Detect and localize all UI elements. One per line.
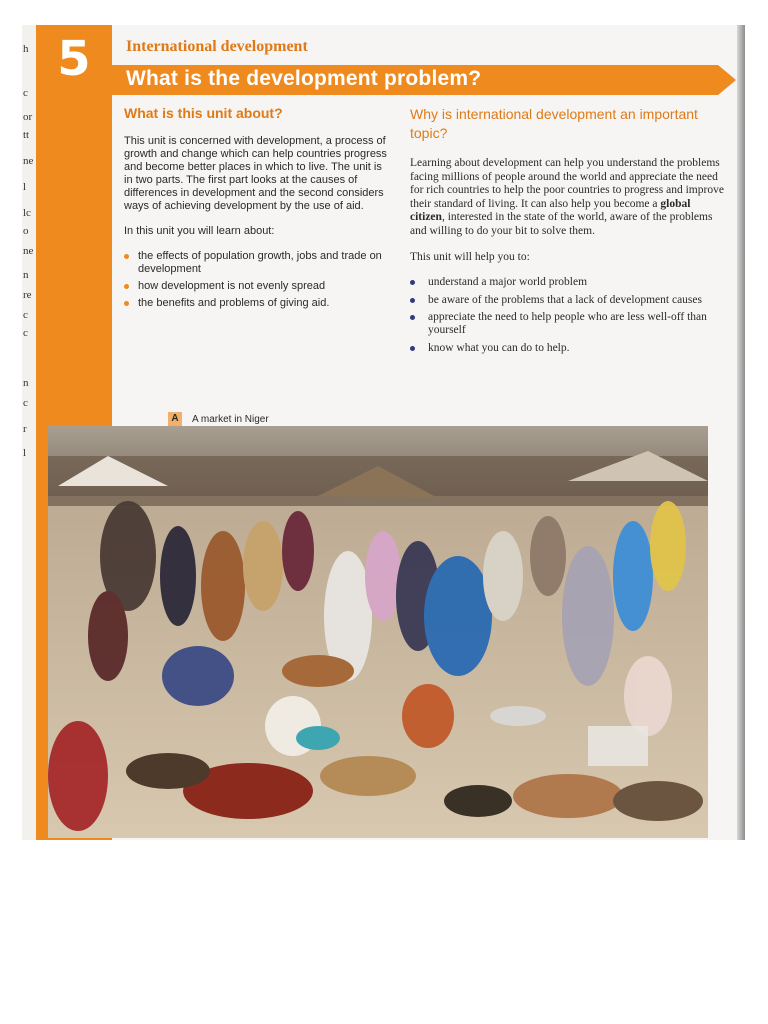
bullet-icon xyxy=(124,254,129,259)
facing-fragment: o xyxy=(23,225,29,237)
right-heading: Why is international development an important topic? xyxy=(410,106,698,141)
list-item-text: know what you can do to help. xyxy=(428,341,570,354)
bullet-icon xyxy=(410,346,415,351)
learn-list xyxy=(124,250,388,310)
list-item-text: the benefits and problems of giving aid. xyxy=(138,297,330,309)
page-edge-shadow xyxy=(737,25,745,840)
facing-fragment: h xyxy=(23,43,29,55)
facing-fragment: c xyxy=(23,309,28,321)
list-item xyxy=(410,294,728,307)
list-item xyxy=(410,276,728,289)
bullet-icon xyxy=(410,280,415,285)
facing-fragment: ne xyxy=(23,245,34,257)
unit-label: International development xyxy=(126,38,308,55)
figure-letter: A xyxy=(168,412,182,426)
unit-number: 5 xyxy=(57,31,91,87)
list-item xyxy=(124,297,388,310)
text-run: Learning about development can help you understand the problems facing millions of people around the world and appreciate the need for rich countries to help the poor countries to progress and improve their standard of living. It can also help you become a xyxy=(410,157,724,210)
list-item xyxy=(124,280,388,293)
right-intro: This unit will help you to: xyxy=(410,250,530,263)
facing-fragment: n xyxy=(23,377,29,389)
text-run: , interested in the state of the world, aware of the problems and willing to do your bit to solve them. xyxy=(410,211,713,237)
right-column xyxy=(410,105,728,359)
list-item xyxy=(410,342,728,355)
facing-fragment: r xyxy=(23,423,27,435)
left-paragraph: This unit is concerned with development, a process of growth and change which can help countries progress and become better places in which to live. The unit is in two parts. The first part looks at the causes of differences in development and the second considers ways of achieving development by the use of aid. xyxy=(124,135,387,212)
facing-fragment: l xyxy=(23,181,27,193)
bullet-icon xyxy=(124,284,129,289)
facing-fragment: l xyxy=(23,447,27,459)
page-title: What is the development problem? xyxy=(126,67,482,90)
facing-fragment: n xyxy=(23,269,29,281)
facing-fragment: c xyxy=(23,397,28,409)
list-item xyxy=(124,250,388,276)
list-item-text: understand a major world problem xyxy=(428,276,588,289)
figure-caption xyxy=(168,412,269,426)
left-column xyxy=(124,105,388,314)
facing-fragment: tt xyxy=(23,129,30,141)
key-term: global citizen xyxy=(410,197,691,224)
title-banner xyxy=(112,65,718,95)
figure-caption-text: A market in Niger xyxy=(192,413,269,425)
facing-fragment: c xyxy=(23,327,28,339)
list-item-text: appreciate the need to help people who are less well-off than yourself xyxy=(428,310,707,337)
list-item xyxy=(410,311,728,338)
textbook-page xyxy=(36,25,741,840)
left-heading: What is this unit about? xyxy=(124,105,283,121)
facing-fragment: ne xyxy=(23,155,34,167)
market-photo xyxy=(48,426,708,838)
banner-arrow-tip xyxy=(718,65,736,95)
list-item-text: the effects of population growth, jobs and trade on development xyxy=(138,250,382,275)
right-paragraph xyxy=(410,157,728,239)
facing-page-edge xyxy=(22,25,36,840)
bullet-icon xyxy=(410,315,415,320)
facing-fragment: re xyxy=(23,289,32,301)
bullet-icon xyxy=(410,298,415,303)
facing-fragment: lc xyxy=(23,207,31,219)
left-intro: In this unit you will learn about: xyxy=(124,225,275,237)
list-item-text: how development is not evenly spread xyxy=(138,280,326,292)
bullet-icon xyxy=(124,301,129,306)
help-list xyxy=(410,276,728,355)
facing-fragment: c xyxy=(23,87,28,99)
facing-fragment: or xyxy=(23,111,33,123)
list-item-text: be aware of the problems that a lack of development causes xyxy=(428,293,702,306)
